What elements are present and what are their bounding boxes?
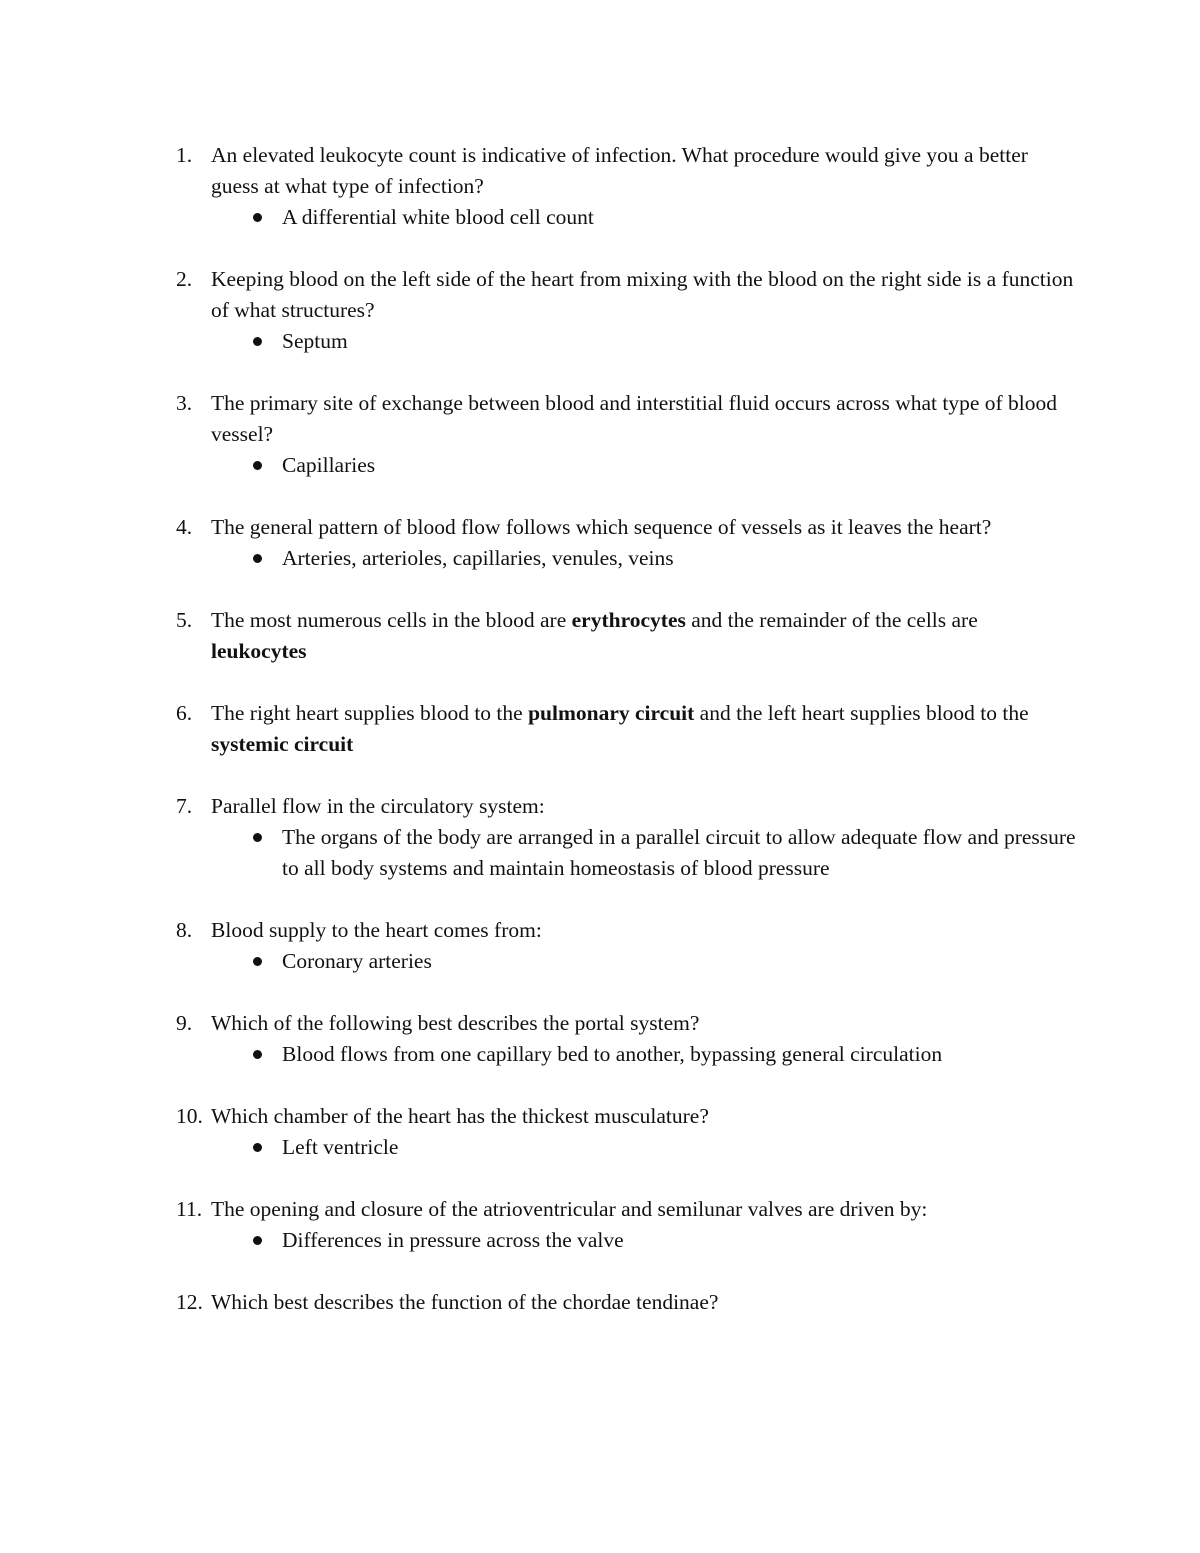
question-number: 1. <box>176 143 193 167</box>
question-item <box>176 1008 1076 1070</box>
question-number: 8. <box>176 918 193 942</box>
question-text-segment: and the remainder of the cells are <box>685 608 978 632</box>
question-item <box>176 140 1076 233</box>
question-text <box>211 512 1076 543</box>
answer-list <box>211 326 1076 357</box>
question-item <box>176 791 1076 884</box>
bold-term: systemic circuit <box>211 732 354 756</box>
question-text-segment: The general pattern of blood flow follows which sequence of vessels as it leaves the heart? <box>211 515 992 539</box>
bullet-icon <box>253 461 262 470</box>
question-text <box>211 605 1076 667</box>
question-text-segment: Which chamber of the heart has the thickest musculature? <box>211 1104 709 1128</box>
answer-text: Coronary arteries <box>282 949 432 973</box>
answer-list <box>211 543 1076 574</box>
answer-text: Left ventricle <box>282 1135 399 1159</box>
question-number: 7. <box>176 794 193 818</box>
question-list <box>176 140 1076 1349</box>
answer-text: Capillaries <box>282 453 376 477</box>
answer-text: Blood flows from one capillary bed to another, bypassing general circulation <box>282 1042 943 1066</box>
answer-item <box>211 543 1076 574</box>
question-item <box>176 698 1076 760</box>
question-text-segment: Keeping blood on the left side of the heart from mixing with the blood on the right side is a function of what structures? <box>211 267 1074 322</box>
question-item <box>176 512 1076 574</box>
question-number: 2. <box>176 267 193 291</box>
answer-text: Arteries, arterioles, capillaries, venules, veins <box>282 546 674 570</box>
answer-list <box>211 946 1076 977</box>
answer-list <box>211 822 1076 884</box>
question-text-segment: Which best describes the function of the chordae tendinae? <box>211 1290 719 1314</box>
answer-item <box>211 1039 1076 1070</box>
question-number: 6. <box>176 701 193 725</box>
question-number: 5. <box>176 608 193 632</box>
question-text <box>211 1287 1076 1318</box>
question-text <box>211 1194 1076 1225</box>
question-text-segment: and the left heart supplies blood to the <box>694 701 1029 725</box>
bold-term: pulmonary circuit <box>528 701 695 725</box>
answer-text: The organs of the body are arranged in a parallel circuit to allow adequate flow and pressure to all body systems and maintain homeostasis of blood pressure <box>282 825 1076 880</box>
answer-item <box>211 946 1076 977</box>
question-number: 4. <box>176 515 193 539</box>
question-text <box>211 388 1076 450</box>
question-text <box>211 1008 1076 1039</box>
question-text <box>211 140 1076 202</box>
question-item <box>176 264 1076 357</box>
question-text-segment: The most numerous cells in the blood are <box>211 608 572 632</box>
bullet-icon <box>253 337 262 346</box>
answer-item <box>211 822 1076 884</box>
answer-list <box>211 450 1076 481</box>
question-text <box>211 264 1076 326</box>
answer-item <box>211 202 1076 233</box>
question-number: 9. <box>176 1011 193 1035</box>
bullet-icon <box>253 957 262 966</box>
answer-list <box>211 202 1076 233</box>
bullet-icon <box>253 554 262 563</box>
answer-text: A differential white blood cell count <box>282 205 594 229</box>
bullet-icon <box>253 213 262 222</box>
answer-item <box>211 1225 1076 1256</box>
bold-term: erythrocytes <box>571 608 686 632</box>
question-item <box>176 388 1076 481</box>
question-text-segment: The primary site of exchange between blood and interstitial fluid occurs across what type of blood vessel? <box>211 391 1058 446</box>
bold-term: leukocytes <box>211 639 307 663</box>
bullet-icon <box>253 1050 262 1059</box>
answer-item <box>211 326 1076 357</box>
answer-list <box>211 1039 1076 1070</box>
question-text-segment: The right heart supplies blood to the <box>211 701 529 725</box>
question-text-segment: The opening and closure of the atrioventricular and semilunar valves are driven by: <box>211 1197 928 1221</box>
answer-text: Septum <box>282 329 348 353</box>
answer-text: Differences in pressure across the valve <box>282 1228 624 1252</box>
answer-item <box>211 450 1076 481</box>
question-item <box>176 1287 1076 1318</box>
question-number: 10. <box>176 1104 203 1128</box>
question-text <box>211 698 1076 760</box>
question-text <box>211 915 1076 946</box>
question-text-segment: Blood supply to the heart comes from: <box>211 918 542 942</box>
question-item <box>176 605 1076 667</box>
bullet-icon <box>253 833 262 842</box>
answer-item <box>211 1132 1076 1163</box>
bullet-icon <box>253 1143 262 1152</box>
bullet-icon <box>253 1236 262 1245</box>
question-text-segment: An elevated leukocyte count is indicative of infection. What procedure would give you a better guess at what type of infection? <box>211 143 1028 198</box>
question-item <box>176 1101 1076 1163</box>
question-item <box>176 1194 1076 1256</box>
question-text-segment: Which of the following best describes the portal system? <box>211 1011 700 1035</box>
question-number: 12. <box>176 1290 203 1314</box>
question-text-segment: Parallel flow in the circulatory system: <box>211 794 545 818</box>
question-number: 11. <box>176 1197 203 1221</box>
answer-list <box>211 1132 1076 1163</box>
question-text <box>211 1101 1076 1132</box>
answer-list <box>211 1225 1076 1256</box>
question-number: 3. <box>176 391 193 415</box>
question-text <box>211 791 1076 822</box>
question-item <box>176 915 1076 977</box>
